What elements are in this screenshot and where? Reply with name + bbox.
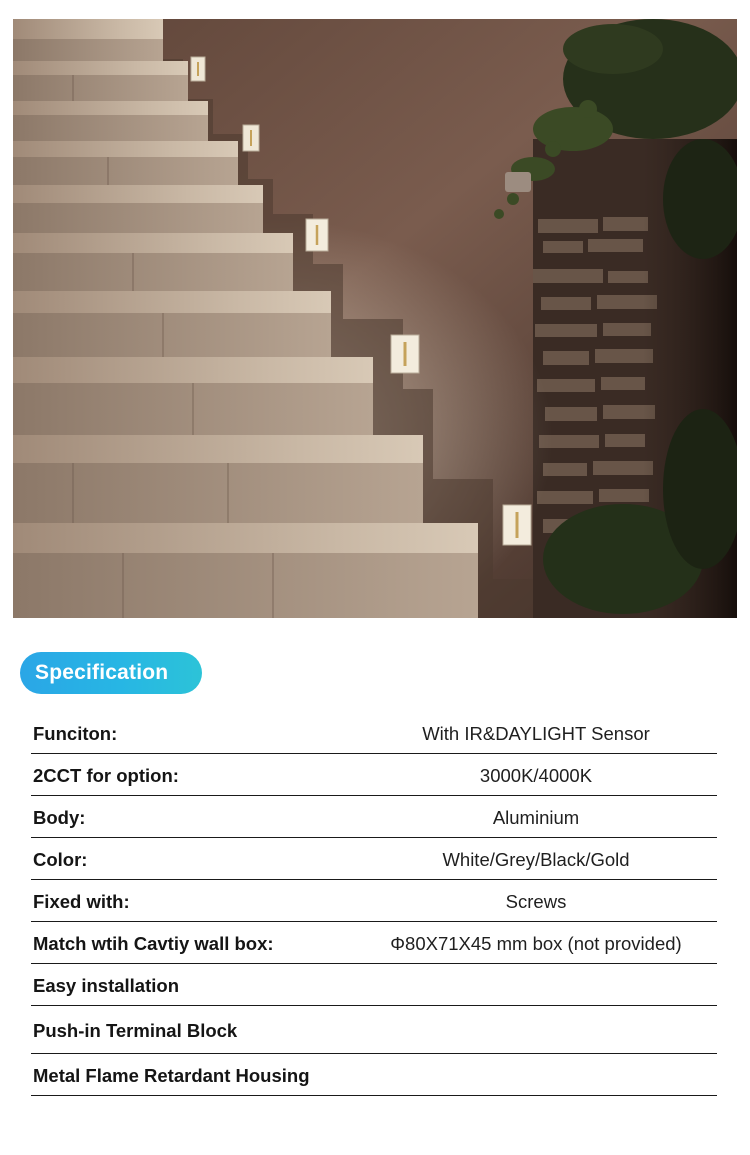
- spec-label: Easy installation: [33, 975, 179, 996]
- spec-row-installation: [31, 964, 717, 1006]
- wall-lamp: [505, 172, 531, 192]
- spec-label: 2CCT for option:: [33, 765, 179, 786]
- spec-value: 3000K/4000K: [479, 765, 593, 786]
- spec-value: Screws: [505, 891, 567, 912]
- spec-label: Color:: [33, 849, 88, 870]
- spec-row-terminal: [31, 1006, 717, 1054]
- spec-value: Aluminium: [492, 807, 580, 828]
- spec-row-wall-box: [31, 922, 717, 964]
- specification-title: Specification: [35, 661, 169, 684]
- spec-label: Funciton:: [33, 723, 118, 744]
- spec-label: Body:: [33, 807, 86, 828]
- spec-label: Metal Flame Retardant Housing: [33, 1065, 310, 1086]
- spec-label: Match wtih Cavtiy wall box:: [33, 933, 274, 954]
- spec-value: With IR&DAYLIGHT Sensor: [422, 723, 650, 744]
- spec-row-body: [31, 796, 717, 838]
- spec-row-function: [31, 712, 717, 754]
- spec-value: White/Grey/Black/Gold: [442, 849, 630, 870]
- staircase-illustration: [13, 19, 737, 618]
- spec-row-color: [31, 838, 717, 880]
- spec-row-housing: [31, 1054, 717, 1096]
- spec-value: Φ80X71X45 mm box (not provided): [390, 933, 682, 954]
- spec-row-cct: [31, 754, 717, 796]
- spec-label: Fixed with:: [33, 891, 130, 912]
- hero-photo: [13, 19, 737, 618]
- spec-row-fixed: [31, 880, 717, 922]
- spec-label: Push-in Terminal Block: [33, 1020, 238, 1041]
- specification-badge: [20, 652, 202, 694]
- spec-table: [31, 712, 717, 1096]
